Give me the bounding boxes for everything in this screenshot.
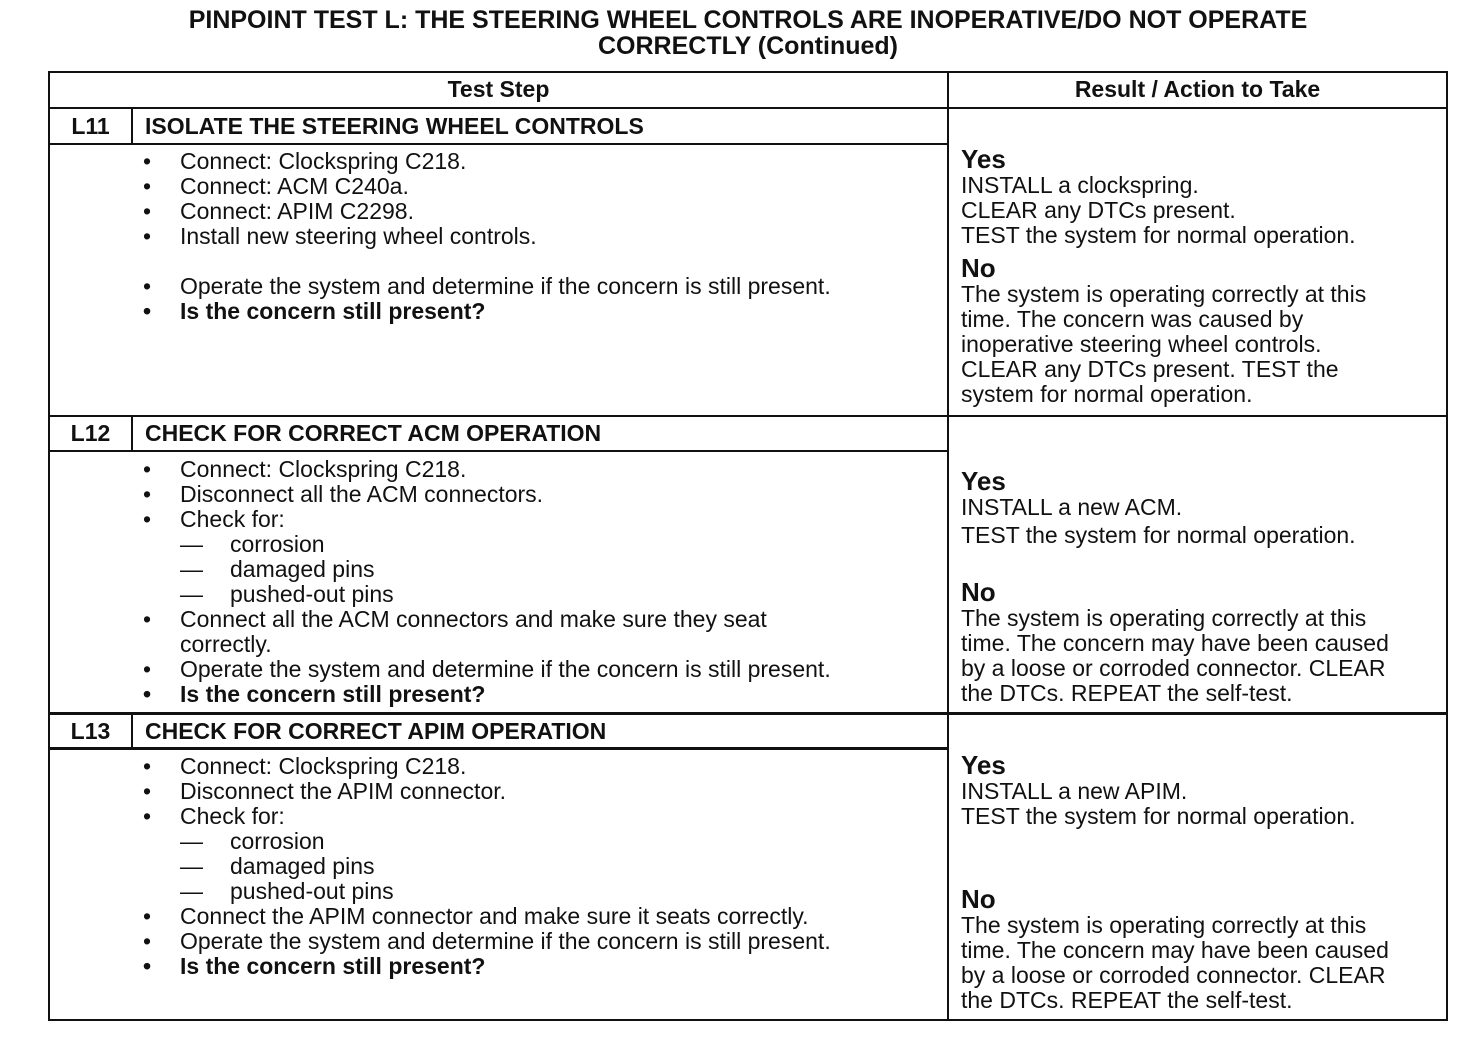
step-question: • Is the concern still present? [143,681,486,707]
step-instructions [131,149,947,324]
step-code: L11 [71,113,110,139]
check-subitem: — pushed-out pins [180,581,394,607]
step-instructions [131,754,947,979]
no-action-line: the DTCs. REPEAT the self-test. [961,987,1293,1013]
bullet-icon: • [143,803,152,829]
check-subitem: — corrosion [180,531,325,557]
page-title-line-2: CORRECTLY (Continued) [598,32,898,60]
check-subitem: — pushed-out pins [180,878,394,904]
check-subitem: — damaged pins [180,853,375,879]
bullet-icon: • [143,298,152,324]
bullet-icon: • [143,273,152,299]
yes-action-line: TEST the system for normal operation. [961,522,1356,548]
bullet-icon: • [143,753,152,779]
step-instructions [131,457,947,707]
step-item: • Operate the system and determine if the concern is still present. [143,928,831,954]
step-item: • Connect all the ACM connectors and make sure they seat [143,606,767,632]
no-label: No [961,884,996,914]
step-item: • Connect the APIM connector and make sure it seats correctly. [143,903,809,929]
result-cell [949,468,1446,706]
result-cell [949,146,1446,407]
step-item: • Disconnect the APIM connector. [143,778,507,804]
step-code: L12 [70,420,111,446]
bullet-icon: • [143,606,152,632]
step-item: • Connect: Clockspring C218. [143,753,467,779]
page-title-line-1: PINPOINT TEST L: THE STEERING WHEEL CONTROLS ARE INOPERATIVE/DO NOT OPERATE [188,6,1308,34]
yes-action-line: INSTALL a new ACM. [961,494,1183,520]
step-item: • Operate the system and determine if the concern is still present. [143,273,831,299]
step-item: • Connect: Clockspring C218. [143,148,467,174]
step-item: • Install new steering wheel controls. [143,223,537,249]
no-action-line: the DTCs. REPEAT the self-test. [961,680,1293,706]
no-action-line: time. The concern may have been caused [961,937,1389,963]
bullet-icon: • [143,928,152,954]
step-item: • Operate the system and determine if the concern is still present. [143,656,831,682]
yes-action-line: INSTALL a new APIM. [961,778,1188,804]
no-action-line: by a loose or corroded connector. CLEAR [961,655,1386,681]
yes-action-line: INSTALL a clockspring. [961,172,1199,198]
dash-icon: — [180,853,203,879]
bullet-icon: • [143,148,152,174]
no-action-line: by a loose or corroded connector. CLEAR [961,962,1386,988]
bullet-icon: • [143,173,152,199]
no-action-line: system for normal operation. [961,381,1253,407]
yes-label: Yes [961,144,1006,174]
bullet-icon: • [143,456,152,482]
bullet-icon: • [143,903,152,929]
step-item: • Check for: [143,803,285,829]
no-action-line: The system is operating correctly at this [961,281,1367,307]
dash-icon: — [180,556,203,582]
yes-action-line: CLEAR any DTCs present. [961,197,1236,223]
no-action-line: The system is operating correctly at this [961,912,1367,938]
bullet-icon: • [143,681,152,707]
step-item: • Connect: ACM C240a. [143,173,409,199]
dash-icon: — [180,581,203,607]
result-cell [949,752,1446,1013]
bullet-icon: • [143,223,152,249]
yes-action-line: TEST the system for normal operation. [961,803,1356,829]
dash-icon: — [180,878,203,904]
bullet-icon: • [143,481,152,507]
step-question: • Is the concern still present? [143,953,486,979]
bullet-icon: • [143,953,152,979]
step-code: L13 [70,718,111,744]
step-title: CHECK FOR CORRECT ACM OPERATION [145,420,602,446]
bullet-icon: • [143,198,152,224]
yes-label: Yes [961,750,1006,780]
step-item: • Disconnect all the ACM connectors. [143,481,544,507]
bullet-icon: • [143,506,152,532]
step-item-continuation: correctly. [180,631,272,657]
check-subitem: — damaged pins [180,556,375,582]
step-title: CHECK FOR CORRECT APIM OPERATION [145,718,607,744]
yes-action-line: TEST the system for normal operation. [961,222,1356,248]
step-title: ISOLATE THE STEERING WHEEL CONTROLS [145,113,644,139]
step-item: • Connect: Clockspring C218. [143,456,467,482]
no-action-line: time. The concern was caused by [961,306,1304,332]
step-question: • Is the concern still present? [143,298,486,324]
header-result-action: Result / Action to Take [1074,76,1321,102]
no-label: No [961,577,996,607]
step-item: • Connect: APIM C2298. [143,198,414,224]
yes-label: Yes [961,466,1006,496]
bullet-icon: • [143,656,152,682]
step-item: • Check for: [143,506,285,532]
header-test-step: Test Step [447,76,550,102]
no-action-line: CLEAR any DTCs present. TEST the [961,356,1339,382]
bullet-icon: • [143,778,152,804]
page-title [0,7,1472,59]
no-action-line: inoperative steering wheel controls. [961,331,1322,357]
dash-icon: — [180,531,203,557]
dash-icon: — [180,828,203,854]
no-label: No [961,253,996,283]
check-subitem: — corrosion [180,828,325,854]
no-action-line: time. The concern may have been caused [961,630,1389,656]
no-action-line: The system is operating correctly at this [961,605,1367,631]
